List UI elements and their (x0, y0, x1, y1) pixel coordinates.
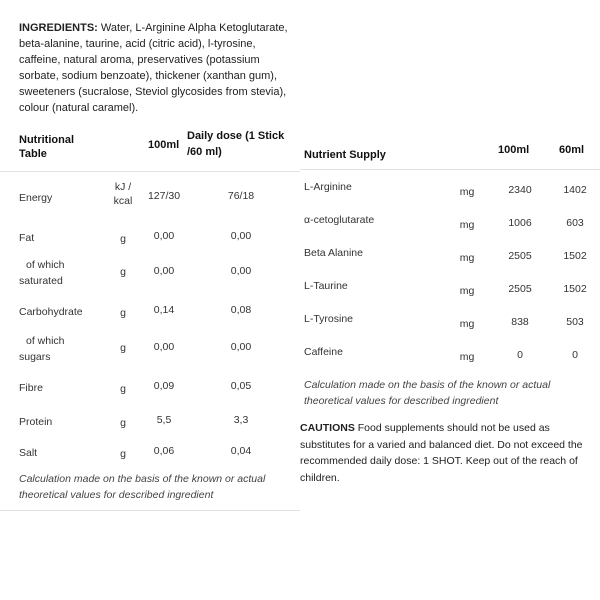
supply-row-unit: mg (459, 285, 475, 297)
nutrition-table-title (19, 133, 109, 161)
nutrition-row-unit: g (120, 448, 126, 460)
nutrition-row-value-100ml: 0,00 (153, 265, 175, 277)
supply-row-value-100ml: 2505 (508, 283, 532, 295)
supply-row-value-60ml: 1502 (563, 283, 587, 295)
supply-row-label: L-Arginine (304, 181, 352, 193)
nutrition-row (0, 333, 300, 373)
supply-row-label: Caffeine (304, 346, 343, 358)
nutrition-row-label-line1: of which (26, 259, 65, 271)
nutrition-row-label-line1: Fat (19, 232, 35, 244)
nutrition-col-daily (187, 128, 297, 160)
cautions-text: Food supplements should not be used as substitutes for a varied and balanced diet. Do not exceed the recommended daily dose: 1 SHOT. Keep out of the reach of children. (300, 422, 583, 484)
supply-row-value-60ml: 0 (572, 349, 578, 361)
nutrition-row (0, 181, 300, 224)
supply-row-value-60ml: 1402 (563, 184, 587, 196)
nutrition-row-unit-line1: kJ / (114, 181, 132, 193)
supply-row-unit: mg (459, 252, 475, 264)
nutrition-row-label (19, 230, 34, 246)
nutrition-row-value-100ml: 0,00 (153, 230, 175, 242)
nutrition-row-unit: g (120, 266, 126, 278)
nutrition-row-unit (108, 180, 138, 208)
supply-row-label: L-Taurine (304, 280, 348, 292)
supply-row (300, 313, 600, 343)
supply-row-unit: mg (459, 318, 475, 330)
supply-row (300, 181, 600, 211)
supply-row-value-60ml: 1502 (563, 250, 587, 262)
supply-col-60ml: 60ml (559, 144, 585, 156)
ingredients-text: Water, L-Arginine Alpha Ketoglutarate, beta-alanine, taurine, acid (citric acid), l-tyrosine, caffeine, natural aroma, preservatives (potassium sorbate, sodium benzoate), thickener (xanthan gum), sweeteners (sucralose, Steviol glycosides from stevia), colour (natural caramel). (19, 22, 288, 114)
nutrition-row-value-daily: 0,08 (230, 304, 252, 316)
nutrition-row-value-daily: 3,3 (233, 414, 249, 426)
nutrition-row-value-100ml: 0,09 (153, 380, 175, 392)
nutrition-row-value-daily: 0,00 (230, 341, 252, 353)
nutrition-row-value-100ml: 0,06 (153, 445, 175, 457)
nutrition-row-value-daily: 76/18 (227, 190, 255, 202)
supply-row-unit: mg (459, 351, 475, 363)
nutrition-row-unit: g (120, 307, 126, 319)
nutrition-row (0, 257, 300, 297)
nutrition-row-label (19, 190, 52, 206)
nutrition-row-value-100ml: 0,14 (153, 304, 175, 316)
nutrition-col-daily-line1: Daily dose (1 Stick (187, 130, 285, 142)
nutrition-row (0, 376, 300, 410)
supply-row-label: Beta Alanine (304, 247, 363, 259)
nutrient-supply-table (300, 0, 600, 600)
nutrition-row (0, 441, 300, 473)
supply-row-unit: mg (459, 186, 475, 198)
nutrition-row-value-100ml: 5,5 (156, 414, 172, 426)
supply-row-label: L-Tyrosine (304, 313, 354, 325)
supply-col-100ml: 100ml (498, 144, 530, 156)
nutrition-row-unit: g (120, 342, 126, 354)
nutrition-row-unit: g (120, 417, 126, 429)
ingredients-heading: INGREDIENTS: (19, 22, 98, 34)
supply-row (300, 214, 600, 244)
supply-row-value-100ml: 0 (517, 349, 523, 361)
nutrition-row-label (19, 304, 83, 320)
nutrition-col-daily-line2: /60 ml) (187, 146, 222, 158)
supply-title: Nutrient Supply (304, 149, 386, 161)
nutrition-table-title-line1: Nutritional (19, 134, 74, 146)
supply-row-value-100ml: 838 (511, 316, 529, 328)
nutrition-row-label (19, 445, 37, 461)
supply-row-value-100ml: 1006 (508, 217, 532, 229)
nutrition-row-label-line2: sugars (19, 351, 51, 363)
supply-row-value-60ml: 603 (566, 217, 584, 229)
supply-note: Calculation made on the basis of the known or actual theoretical values for described ingredient (304, 379, 551, 407)
nutrition-row (0, 226, 300, 258)
supply-row-value-60ml: 503 (566, 316, 584, 328)
nutrition-row-label (19, 333, 65, 365)
nutrition-row-label (19, 414, 52, 430)
nutrition-row-value-daily: 0,00 (230, 265, 252, 277)
nutrition-row-label-line1: Energy (19, 192, 53, 204)
supply-row-unit: mg (459, 219, 475, 231)
nutrition-row-label-line1: Salt (19, 447, 38, 459)
supply-header-divider (300, 169, 600, 170)
supply-row (300, 280, 600, 310)
nutrition-note: Calculation made on the basis of the known or actual theoretical values for described ingredient (19, 473, 266, 501)
supply-row-value-100ml: 2340 (508, 184, 532, 196)
nutrition-row-value-100ml: 0,00 (153, 341, 175, 353)
nutrition-row-label-line2: saturated (19, 275, 63, 287)
nutrition-row-value-daily: 0,05 (230, 380, 252, 392)
nutrition-row-value-daily: 0,04 (230, 445, 252, 457)
nutrition-row-label-line1: of which (26, 335, 65, 347)
supply-row-value-100ml: 2505 (508, 250, 532, 262)
nutrition-table-title-line2: Table (19, 148, 47, 160)
supply-row (300, 247, 600, 277)
nutrition-row-value-100ml: 127/30 (147, 190, 181, 202)
nutrition-row-label (19, 257, 65, 289)
nutrition-row-unit-line2: kcal (113, 195, 133, 207)
nutrition-row-unit: g (120, 233, 126, 245)
nutrition-row (0, 410, 300, 442)
supply-row (300, 346, 600, 376)
nutrition-row-label-line1: Protein (19, 416, 53, 428)
supply-row-label: α-cetoglutarate (304, 214, 375, 226)
nutrition-row-label-line1: Carbohydrate (19, 306, 83, 318)
nutrition-row-label (19, 380, 43, 396)
nutrition-row (0, 300, 300, 334)
nutrition-col-100ml: 100ml (148, 139, 180, 151)
nutrition-row-value-daily: 0,00 (230, 230, 252, 242)
nutrition-row-label-line1: Fibre (19, 382, 43, 394)
cautions-heading: CAUTIONS (300, 422, 355, 434)
cautions-paragraph (300, 420, 600, 486)
nutrition-bottom-divider (0, 510, 300, 511)
nutrition-header-divider (0, 171, 300, 172)
nutrition-row-unit: g (120, 383, 126, 395)
